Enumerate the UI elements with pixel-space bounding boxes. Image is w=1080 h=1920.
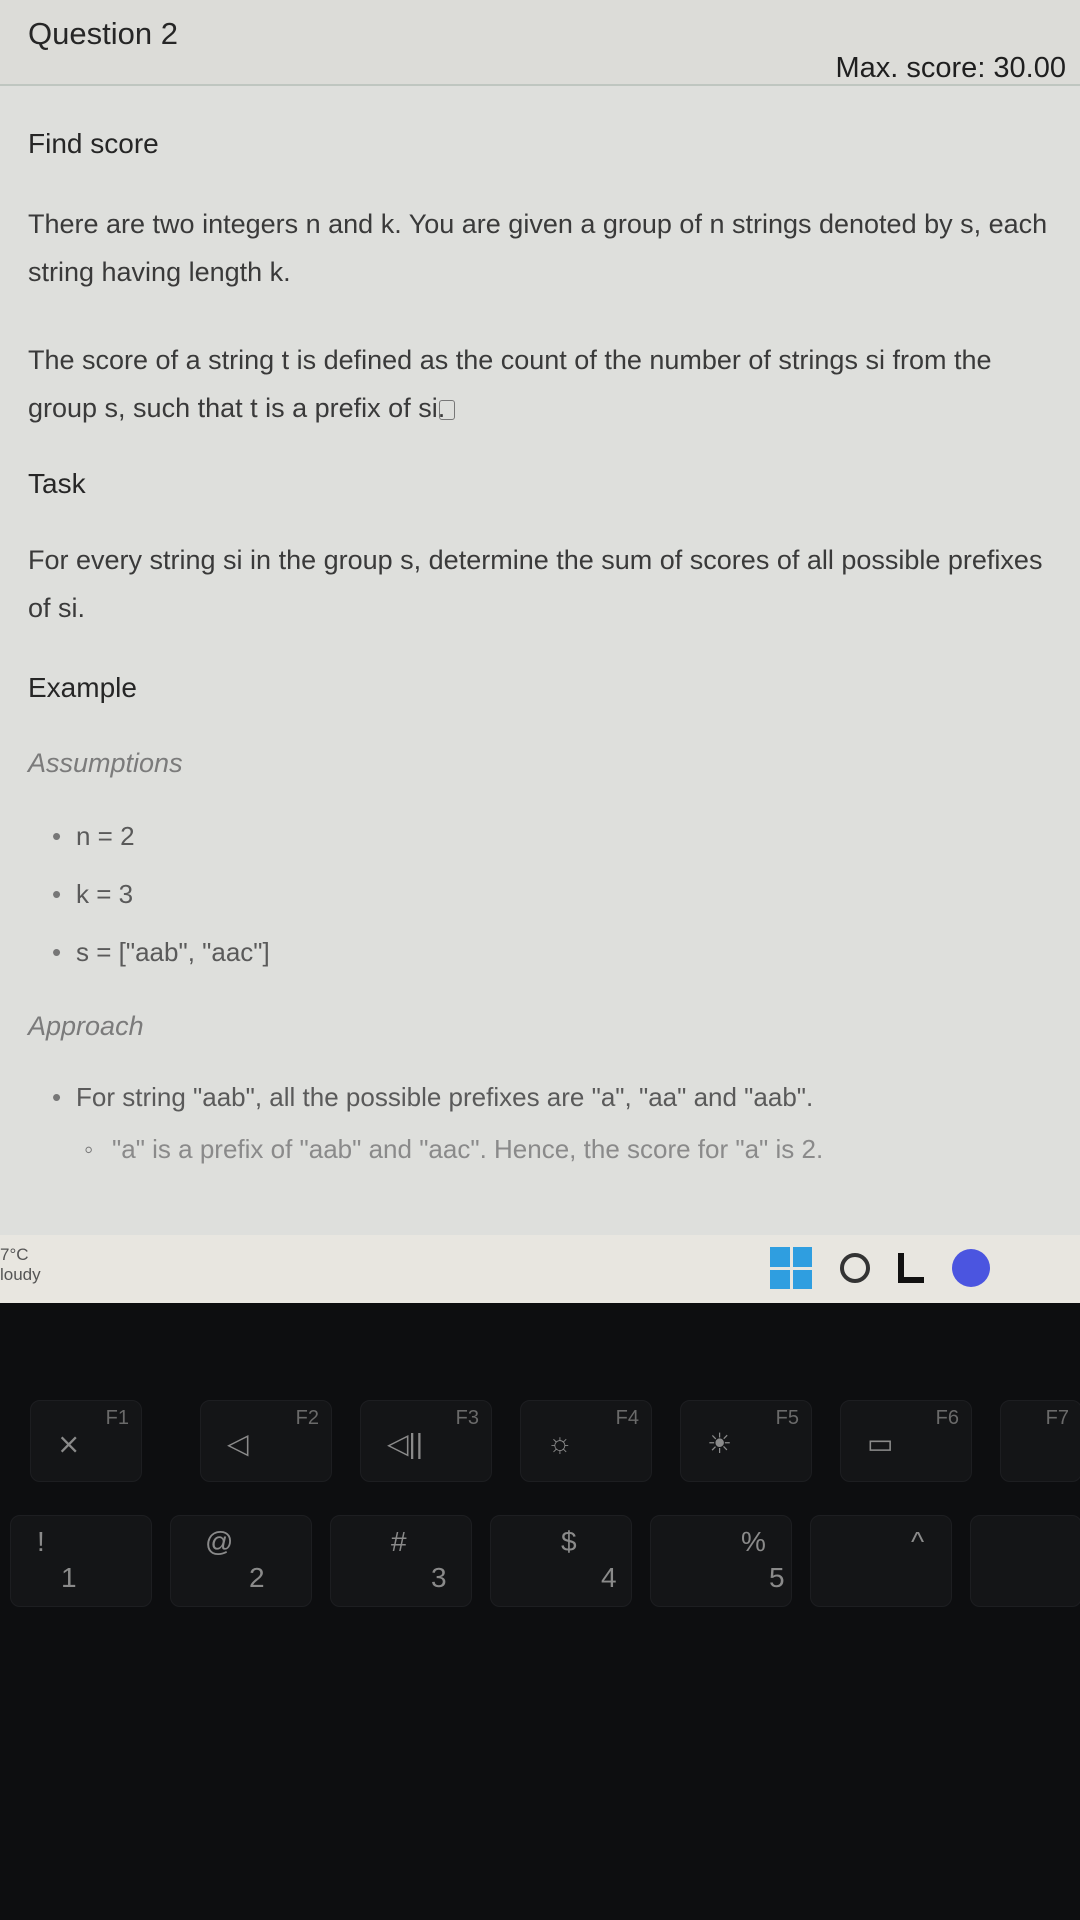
brightness-down-icon: ☼ [547, 1427, 573, 1458]
key-1[interactable] [10, 1515, 152, 1607]
problem-paragraph-1: There are two integers n and k. You are given a group of n strings denoted by s, each string having length k. [28, 209, 1048, 287]
windows-start-icon[interactable] [770, 1247, 812, 1289]
key-6[interactable] [810, 1515, 952, 1607]
taskbar [0, 1235, 1080, 1303]
assumptions-list [28, 807, 1048, 981]
volume-down-icon: ◁ [227, 1428, 249, 1459]
approach-sublist [28, 1126, 1048, 1172]
key-3[interactable] [330, 1515, 472, 1607]
key-5[interactable] [650, 1515, 792, 1607]
max-score: Max. score: 30.00 [835, 52, 1066, 84]
paragraph-2-text: The score of a string t is defined as the count of the number of strings si from the group s, such that t is a prefix of si. [28, 345, 992, 423]
chat-icon[interactable] [952, 1249, 990, 1287]
question-title: Question 2 [28, 16, 178, 51]
list-item: • n = 2 [76, 807, 1048, 865]
volume-up-icon: ◁|| [387, 1428, 424, 1459]
key-f7[interactable] [1000, 1400, 1080, 1482]
weather-temperature: 7°C [0, 1245, 29, 1264]
approach-list [28, 1068, 1048, 1126]
list-item: • s = ["aab", "aac"] [76, 923, 1048, 981]
problem-content [28, 100, 1048, 1172]
brightness-up-icon: ☀ [707, 1428, 733, 1459]
key-digit: 5 [769, 1562, 785, 1593]
assumptions-heading: Assumptions [28, 748, 183, 778]
mouse-cursor-icon [439, 400, 455, 420]
key-digit: 2 [249, 1562, 265, 1593]
key-f1[interactable] [30, 1400, 142, 1482]
key-symbol: @ [205, 1526, 234, 1557]
key-label: F2 [295, 1407, 319, 1429]
key-symbol: $ [561, 1526, 577, 1557]
search-icon[interactable] [840, 1253, 870, 1283]
display-icon: ▭ [867, 1428, 894, 1459]
approach-heading: Approach [28, 1011, 144, 1041]
task-heading: Task [28, 468, 86, 499]
key-symbol: % [741, 1526, 766, 1557]
taskbar-icons [770, 1247, 990, 1289]
key-f5[interactable] [680, 1400, 812, 1482]
problem-title: Find score [28, 128, 159, 159]
key-f4[interactable] [520, 1400, 652, 1482]
key-digit: 3 [431, 1562, 447, 1593]
key-symbol: # [391, 1526, 407, 1557]
key-symbol: ! [37, 1526, 45, 1557]
keyboard [0, 1310, 1080, 1920]
mute-icon: ⨯ [57, 1428, 81, 1459]
key-digit: 1 [61, 1562, 77, 1593]
key-4[interactable] [490, 1515, 632, 1607]
list-item: ◦ "a" is a prefix of "aab" and "aac". Hence, the score for "a" is 2. [112, 1126, 1048, 1172]
key-label: F5 [775, 1407, 799, 1429]
widgets-icon[interactable] [898, 1253, 924, 1283]
key-7[interactable] [970, 1515, 1080, 1607]
key-label: F4 [615, 1407, 639, 1429]
weather-condition: loudy [0, 1265, 41, 1284]
list-item: • k = 3 [76, 865, 1048, 923]
example-heading: Example [28, 672, 137, 703]
key-label: F1 [105, 1407, 129, 1429]
key-f3[interactable] [360, 1400, 492, 1482]
question-header [0, 0, 1080, 86]
key-digit: 4 [601, 1562, 617, 1593]
key-symbol: ^ [911, 1526, 925, 1557]
key-2[interactable] [170, 1515, 312, 1607]
key-f6[interactable] [840, 1400, 972, 1482]
key-f2[interactable] [200, 1400, 332, 1482]
key-label: F3 [455, 1407, 479, 1429]
weather-widget[interactable] [0, 1245, 41, 1285]
problem-paragraph-2 [28, 336, 1048, 432]
task-text: For every string si in the group s, determine the sum of scores of all possible prefixes of si. [28, 545, 1043, 623]
list-item: • For string "aab", all the possible prefixes are "a", "aa" and "aab". [76, 1068, 1048, 1126]
key-label: F7 [1045, 1407, 1069, 1429]
key-label: F6 [935, 1407, 959, 1429]
